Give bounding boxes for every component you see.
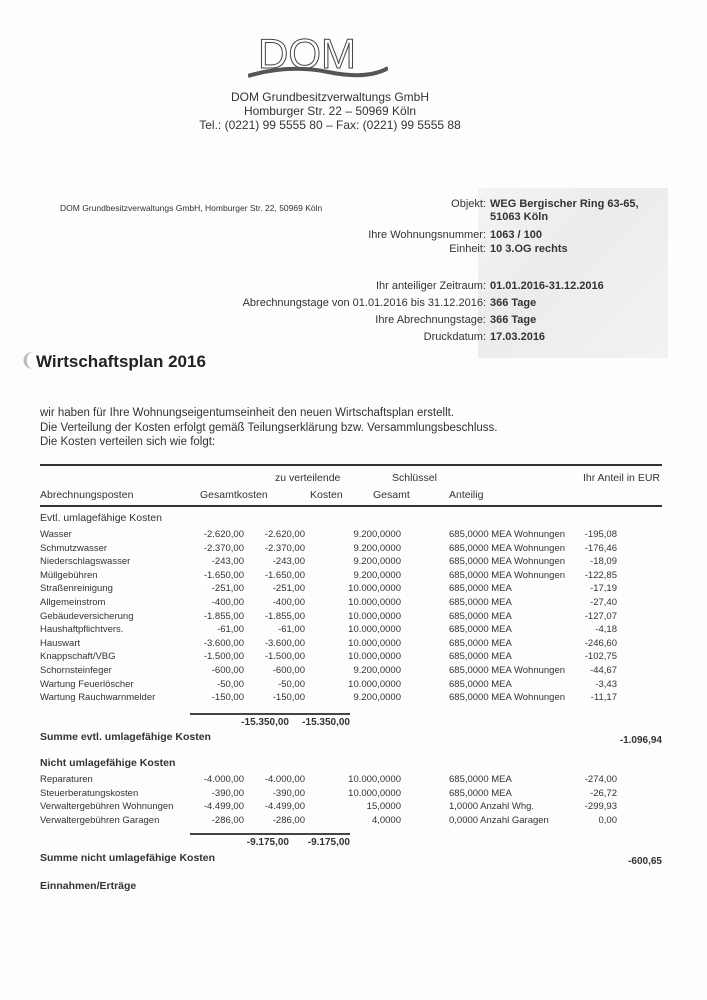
ihre-abrechnungstage-value: 366 Tage — [490, 314, 537, 326]
intro-text — [40, 406, 497, 450]
header-gesamt: Gesamt — [373, 489, 410, 501]
header-schluessel: Schlüssel — [392, 472, 437, 484]
row-kosten: -2.620,00 — [264, 529, 305, 540]
header-zu-verteilende: zu verteilende — [275, 472, 341, 484]
row-schluessel-gesamt: 9.200,0000 — [353, 569, 401, 581]
page-title: Wirtschaftsplan 2016 — [36, 352, 206, 371]
table-row — [40, 679, 662, 692]
row-schluessel-anteilig: 1,0000 Anzahl Whg. — [449, 801, 535, 813]
row-schluessel-gesamt: 10.000,0000 — [348, 678, 401, 690]
row-kosten: -2.370,00 — [264, 542, 305, 554]
row-kosten: -1.855,00 — [264, 610, 305, 622]
row-kosten: -61,00 — [278, 624, 305, 636]
section-title-umlagefaehig: Evtl. umlagefähige Kosten — [40, 512, 162, 524]
druckdatum-label: Druckdatum: — [423, 331, 486, 343]
row-schluessel-gesamt: 4,0000 — [371, 814, 401, 826]
row-name: Schmutzwasser — [40, 542, 108, 554]
objekt-value-line2: 51063 Köln — [490, 211, 549, 223]
row-schluessel-gesamt: 10.000,0000 — [348, 583, 401, 595]
table-row — [40, 556, 662, 569]
table-row — [40, 815, 662, 828]
row-kosten: -390,00 — [272, 787, 305, 799]
company-name: DOM Grundbesitzverwaltungs GmbH — [230, 90, 430, 104]
sum-kosten: -15.350,00 — [302, 717, 350, 728]
table-top-rule — [40, 464, 662, 466]
row-name: Wartung Rauchwarnmelder — [40, 692, 156, 704]
objekt-value-line1: WEG Bergischer Ring 63-65, — [490, 198, 639, 210]
row-schluessel-anteilig: 685,0000 MEA — [449, 624, 512, 636]
dom-logo — [248, 24, 388, 86]
row-schluessel-anteilig: 685,0000 MEA — [449, 678, 512, 690]
table-row — [40, 692, 662, 705]
row-schluessel-anteilig: 685,0000 MEA Wohnungen — [449, 556, 566, 568]
sum-kosten: -9.175,00 — [307, 837, 350, 848]
sum-gesamtkosten: -15.350,00 — [241, 717, 289, 728]
table-row — [40, 638, 662, 651]
row-ihr-anteil: -18,09 — [590, 556, 617, 568]
sender-line: DOM Grundbesitzverwaltungs GmbH, Homburger Str. 22, 50969 Köln — [60, 203, 323, 213]
druckdatum-value: 17.03.2016 — [490, 331, 546, 343]
intro-line: wir haben für Ihre Wohnungseigentumseinheit den neuen Wirtschaftsplan erstellt. — [40, 407, 455, 419]
row-schluessel-gesamt: 10.000,0000 — [348, 597, 401, 608]
row-name: Allgemeinstrom — [40, 597, 106, 608]
row-schluessel-anteilig: 685,0000 MEA Wohnungen — [449, 542, 566, 554]
sum-rule — [190, 713, 350, 715]
row-kosten: -251,00 — [272, 583, 305, 595]
wohnungsnummer-value: 1063 / 100 — [490, 229, 542, 241]
row-name: Verwaltergebühren Garagen — [40, 814, 160, 826]
table-row — [40, 543, 662, 556]
row-schluessel-gesamt: 10.000,0000 — [348, 651, 401, 663]
abrechnungstage-label: Abrechnungstage von 01.01.2016 bis 31.12.2016: — [242, 297, 486, 309]
row-ihr-anteil: -127,07 — [584, 610, 617, 622]
abrechnungstage-value: 366 Tage — [490, 297, 537, 309]
row-kosten: -400,00 — [272, 597, 305, 608]
table-row — [40, 529, 662, 542]
row-ihr-anteil: -274,00 — [584, 774, 617, 785]
row-gesamtkosten: -251,00 — [211, 583, 244, 595]
header-gesamtkosten: Gesamtkosten — [200, 489, 268, 501]
row-kosten: -4.499,00 — [264, 801, 305, 813]
row-ihr-anteil: -102,75 — [584, 651, 617, 663]
row-name: Wasser — [40, 529, 72, 540]
row-schluessel-anteilig: 685,0000 MEA Wohnungen — [449, 665, 566, 676]
row-schluessel-anteilig: 0,0000 Anzahl Garagen — [449, 814, 549, 826]
section-title-nicht-umlagefaehig: Nicht umlagefähige Kosten — [40, 757, 176, 769]
row-schluessel-gesamt: 15,0000 — [366, 801, 401, 813]
row-schluessel-gesamt: 9.200,0000 — [353, 542, 401, 554]
row-schluessel-gesamt: 9.200,0000 — [353, 556, 401, 568]
header-ihr-anteil: Ihr Anteil in EUR — [582, 472, 660, 484]
row-ihr-anteil: -176,46 — [584, 542, 617, 554]
table-row — [40, 570, 662, 583]
row-schluessel-gesamt: 10.000,0000 — [348, 787, 401, 799]
row-name: Haushaftpflichtvers. — [40, 624, 124, 636]
row-schluessel-gesamt: 10.000,0000 — [348, 774, 401, 785]
row-schluessel-gesamt: 10.000,0000 — [348, 624, 401, 636]
section-title-einnahmen: Einnahmen/Erträge — [40, 880, 137, 892]
row-schluessel-anteilig: 685,0000 MEA — [449, 651, 512, 663]
row-schluessel-anteilig: 685,0000 MEA Wohnungen — [449, 692, 566, 704]
row-gesamtkosten: -243,00 — [211, 556, 244, 568]
row-ihr-anteil: -44,67 — [590, 665, 617, 676]
row-ihr-anteil: -3,43 — [595, 678, 617, 690]
sum-label-umlagefaehig: Summe evtl. umlagefähige Kosten — [40, 731, 211, 743]
row-ihr-anteil: -26,72 — [590, 787, 617, 799]
sum-label-nicht-umlagefaehig: Summe nicht umlagefähige Kosten — [40, 852, 216, 864]
zeitraum-value: 01.01.2016-31.12.2016 — [490, 280, 604, 292]
table-row — [40, 665, 662, 678]
row-gesamtkosten: -4.499,00 — [203, 801, 244, 813]
objekt-label: Objekt: — [451, 198, 486, 210]
row-name: Gebäudeversicherung — [40, 610, 134, 622]
row-gesamtkosten: -3.600,00 — [203, 637, 244, 649]
row-name: Niederschlagswasser — [40, 556, 131, 568]
row-kosten: -600,00 — [272, 665, 305, 676]
row-kosten: -243,00 — [272, 556, 305, 568]
sum-anteil-umlagefaehig: -1.096,94 — [619, 735, 662, 746]
row-ihr-anteil: -27,40 — [590, 597, 617, 608]
table-row — [40, 774, 662, 787]
row-schluessel-anteilig: 685,0000 MEA — [449, 610, 512, 622]
table-row — [40, 597, 662, 610]
row-kosten: -1.650,00 — [264, 569, 305, 581]
row-ihr-anteil: -4,18 — [595, 624, 617, 636]
row-gesamtkosten: -50,00 — [217, 678, 244, 690]
row-gesamtkosten: -61,00 — [217, 624, 244, 636]
row-ihr-anteil: 0,00 — [598, 814, 617, 826]
row-schluessel-anteilig: 685,0000 MEA — [449, 787, 512, 799]
row-gesamtkosten: -4.000,00 — [203, 774, 244, 785]
row-gesamtkosten: -400,00 — [211, 597, 244, 608]
table-row — [40, 801, 662, 814]
row-name: Müllgebühren — [40, 569, 98, 581]
row-name: Reparaturen — [40, 774, 93, 785]
row-name: Hauswart — [40, 637, 81, 649]
row-kosten: -150,00 — [272, 692, 305, 704]
row-gesamtkosten: -1.650,00 — [203, 569, 244, 581]
row-gesamtkosten: -286,00 — [211, 814, 244, 826]
row-name: Verwaltergebühren Wohnungen — [40, 801, 174, 813]
row-gesamtkosten: -390,00 — [211, 787, 244, 799]
row-schluessel-anteilig: 685,0000 MEA — [449, 774, 512, 785]
row-ihr-anteil: -122,85 — [584, 569, 617, 581]
header-anteilig: Anteilig — [449, 489, 484, 501]
row-name: Knappschaft/VBG — [40, 651, 116, 663]
row-name: Straßenreinigung — [40, 583, 113, 595]
wohnungsnummer-label: Ihre Wohnungsnummer: — [368, 229, 486, 241]
row-schluessel-gesamt: 9.200,0000 — [353, 665, 401, 676]
row-schluessel-gesamt: 9.200,0000 — [353, 529, 401, 540]
row-gesamtkosten: -150,00 — [211, 692, 244, 704]
einheit-label: Einheit: — [449, 243, 486, 255]
row-schluessel-anteilig: 685,0000 MEA — [449, 637, 512, 649]
row-gesamtkosten: -600,00 — [211, 665, 244, 676]
scan-mark-icon: ❨ — [20, 350, 36, 370]
row-schluessel-anteilig: 685,0000 MEA Wohnungen — [449, 569, 566, 581]
row-kosten: -50,00 — [278, 678, 305, 690]
table-row — [40, 583, 662, 596]
table-row — [40, 611, 662, 624]
row-gesamtkosten: -2.620,00 — [203, 529, 244, 540]
row-ihr-anteil: -17,19 — [590, 583, 617, 595]
row-schluessel-gesamt: 10.000,0000 — [348, 610, 401, 622]
zeitraum-label: Ihr anteiliger Zeitraum: — [375, 280, 486, 292]
row-gesamtkosten: -2.370,00 — [203, 542, 244, 554]
company-address: Homburger Str. 22 – 50969 Köln — [243, 104, 417, 118]
table-row — [40, 624, 662, 637]
row-kosten: -1.500,00 — [264, 651, 305, 663]
row-schluessel-anteilig: 685,0000 MEA — [449, 597, 512, 608]
intro-line: Die Kosten verteilen sich wie folgt: — [40, 436, 216, 448]
header-abrechnungsposten: Abrechnungsposten — [40, 489, 134, 501]
row-name: Steuerberatungskosten — [40, 787, 139, 799]
row-schluessel-anteilig: 685,0000 MEA Wohnungen — [449, 529, 566, 540]
sum-gesamtkosten: -9.175,00 — [246, 837, 289, 848]
row-kosten: -286,00 — [272, 814, 305, 826]
header-bottom-rule — [40, 505, 662, 507]
row-gesamtkosten: -1.500,00 — [203, 651, 244, 663]
logo-text: DOM — [258, 30, 356, 77]
intro-line: Die Verteilung der Kosten erfolgt gemäß Teilungserklärung bzw. Versammlungsbeschluss. — [40, 421, 498, 434]
table-row — [40, 651, 662, 664]
row-schluessel-gesamt: 9.200,0000 — [353, 692, 401, 704]
row-ihr-anteil: -299,93 — [584, 801, 617, 813]
company-contact: Tel.: (0221) 99 5555 80 – Fax: (0221) 99 5555 88 — [199, 118, 461, 132]
row-name: Wartung Feuerlöscher — [40, 678, 134, 690]
row-gesamtkosten: -1.855,00 — [203, 610, 244, 622]
row-schluessel-gesamt: 10.000,0000 — [348, 637, 401, 649]
row-name: Schornsteinfeger — [40, 665, 112, 676]
ihre-abrechnungstage-label: Ihre Abrechnungstage: — [375, 314, 486, 326]
row-ihr-anteil: -246,60 — [584, 637, 617, 649]
row-kosten: -4.000,00 — [264, 774, 305, 785]
row-schluessel-anteilig: 685,0000 MEA — [449, 583, 512, 595]
row-kosten: -3.600,00 — [264, 637, 305, 649]
sum-anteil-nicht-umlagefaehig: -600,65 — [628, 856, 662, 867]
row-ihr-anteil: -11,17 — [590, 692, 617, 704]
row-ihr-anteil: -195,08 — [584, 529, 617, 540]
sum-rule — [190, 833, 350, 835]
table-row — [40, 788, 662, 801]
header-kosten: Kosten — [310, 489, 343, 501]
einheit-value: 10 3.OG rechts — [490, 243, 568, 255]
